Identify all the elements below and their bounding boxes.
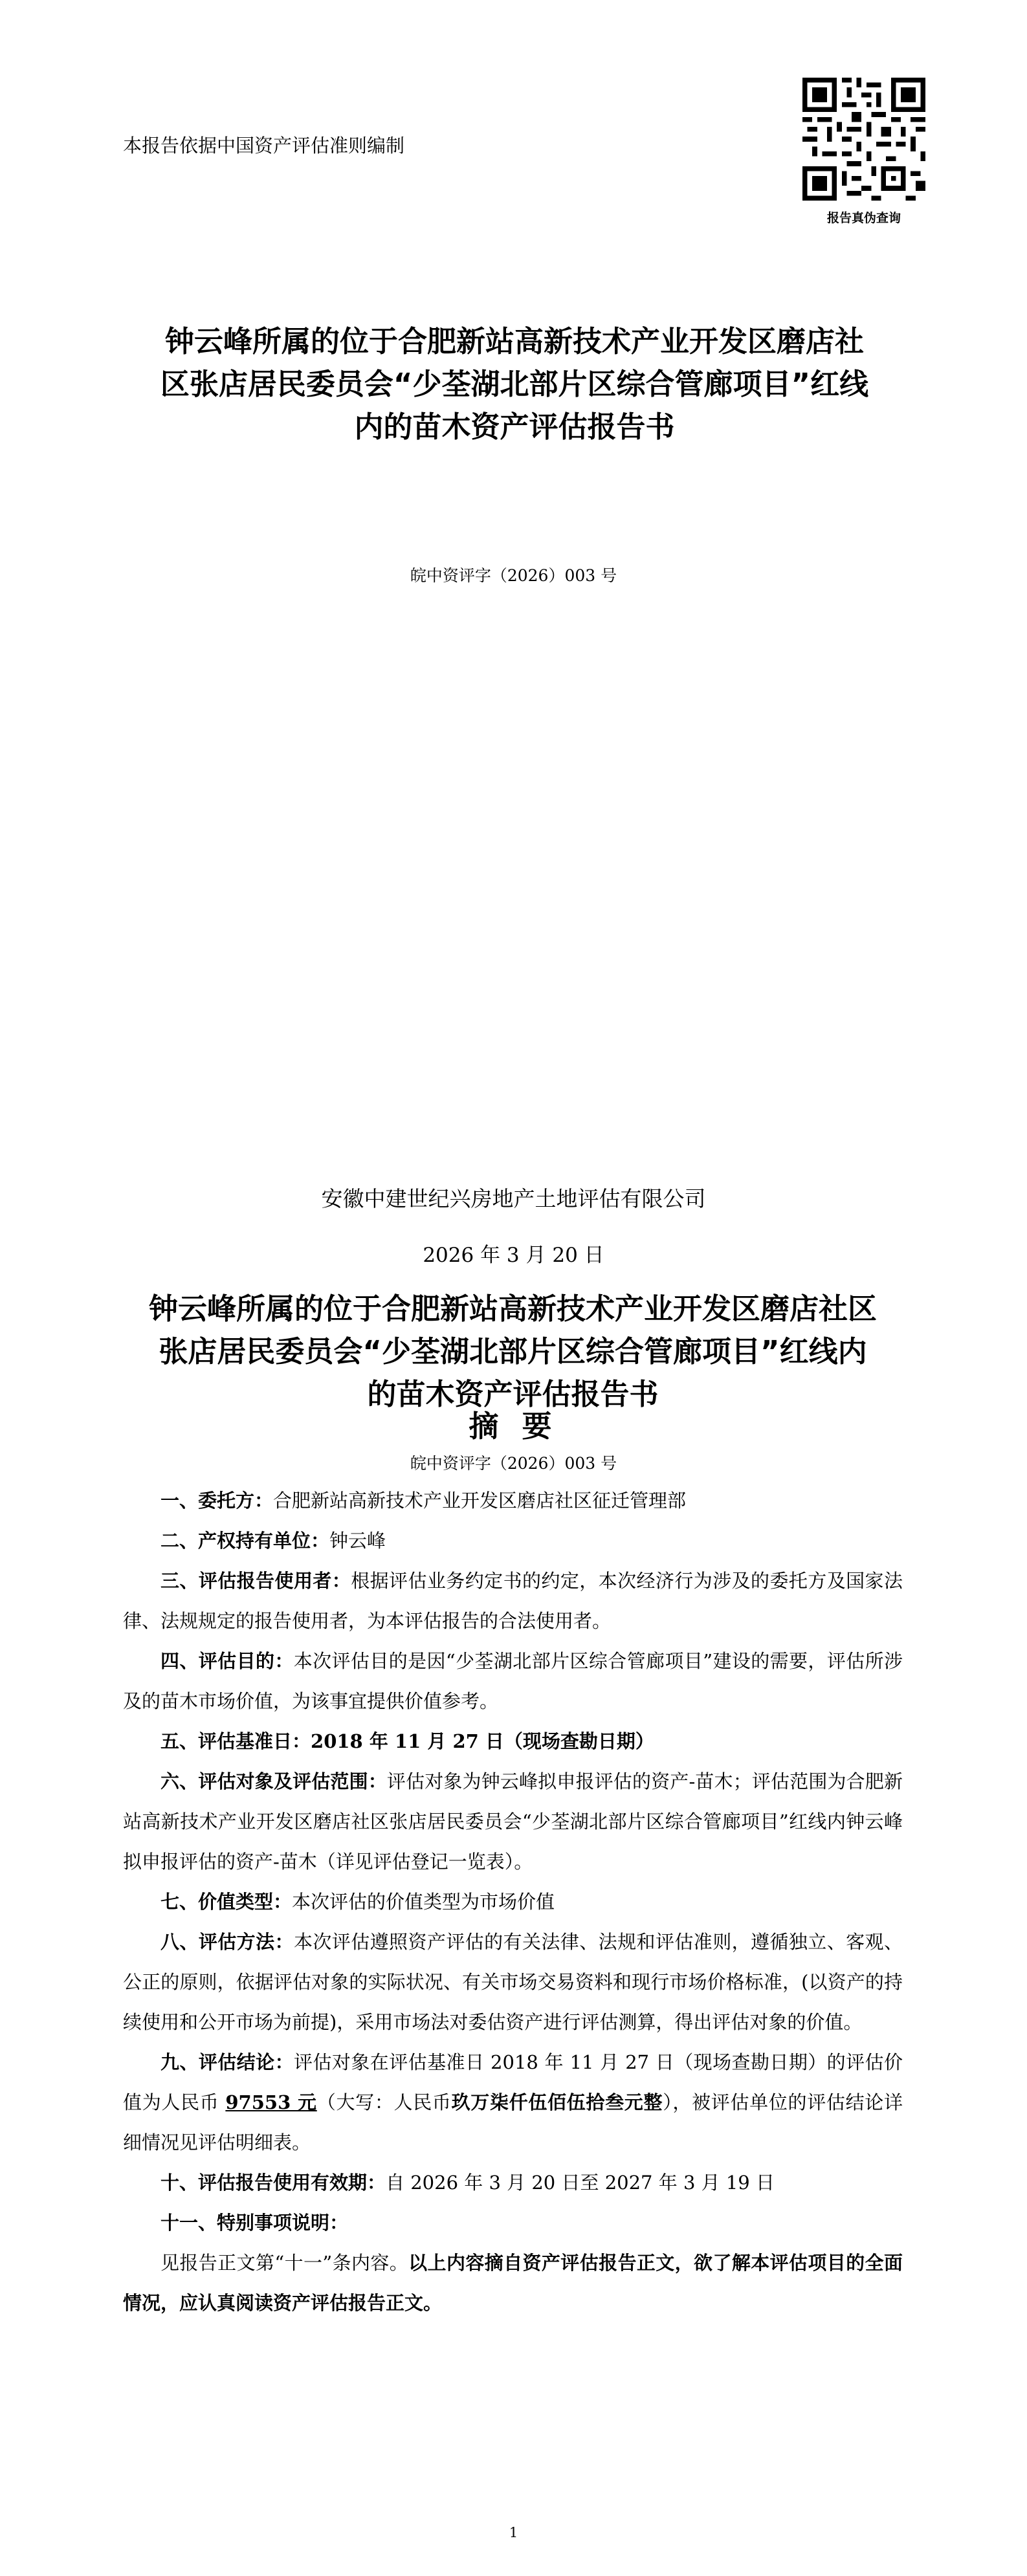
- qr-code-icon: [802, 78, 925, 201]
- summary-title: [116, 1288, 909, 1416]
- item-purpose: [123, 1641, 903, 1721]
- summary-title-line: 的苗木资产评估报告书: [367, 1377, 659, 1411]
- item-value: 本次评估的价值类型为市场价值: [292, 1891, 555, 1913]
- item-value-type: [123, 1882, 903, 1922]
- summary-title-line: 钟云峰所属的位于合肥新站高新技术产业开发区磨店社区: [148, 1292, 877, 1326]
- item-users: [123, 1561, 903, 1641]
- item-client: [123, 1481, 903, 1521]
- item-validity: [123, 2163, 903, 2203]
- item-label: 十一、特别事项说明：: [160, 2212, 349, 2234]
- item-value: 本次评估遵照资产评估的有关法律、法规和评估准则，遵循独立、客观、公正的原则，依据评估对象的实际状况、有关市场交易资料和现行市场价格标准，(以资产的持续使用和公开市场为前提)，采用市场法对委估资产进行评估测算，得出评估对象的价值。: [123, 1931, 903, 2033]
- page-number: 1: [509, 2525, 518, 2540]
- item-label: 一、委托方：: [160, 1490, 274, 1512]
- item-value: 钟云峰: [329, 1530, 386, 1552]
- item-label: 五、评估基准日：: [160, 1730, 311, 1752]
- item-label: 八、评估方法：: [160, 1931, 294, 1953]
- summary-document-number: 皖中资评字（2026）003 号: [410, 1454, 617, 1473]
- item-special: [123, 2203, 903, 2243]
- conclusion-upper-prefix: （大写：人民币: [316, 2091, 452, 2113]
- cover-title: [123, 320, 906, 448]
- item-special-text: [123, 2243, 903, 2323]
- item-label: 十、评估报告使用有效期：: [160, 2172, 386, 2194]
- item-value: 根据评估业务约定书的约定，本次经济行为涉及的委托方及国家法律、法规规定的报告使用者，为本评估报告的合法使用者。: [123, 1570, 903, 1632]
- item-label: 九、评估结论：: [160, 2051, 294, 2073]
- conclusion-text: 评估对象在评估基准日 2018 年 11 月 27 日（现场查勘日期）的评估价值为人民币: [123, 2051, 903, 2113]
- item-method: [123, 1922, 903, 2042]
- cover-title-line: 区张店居民委员会“少荃湖北部片区综合管廊项目”红线: [160, 367, 869, 401]
- summary-heading: 摘 要: [469, 1409, 558, 1444]
- special-text: 见报告正文第“十一”条内容。: [160, 2252, 409, 2274]
- item-value: 评估对象为钟云峰拟申报评估的资产-苗木；评估范围为合肥新站高新技术产业开发区磨店社区张店居民委员会“少荃湖北部片区综合管廊项目”红线内钟云峰拟申报评估的资产-苗木（详见评估登记一览表）。: [123, 1770, 903, 1873]
- item-owner: [123, 1521, 903, 1561]
- cover-title-line: 内的苗木资产评估报告书: [354, 410, 675, 444]
- special-text-bold: 以上内容摘自资产评估报告正文，欲了解本评估项目的全面情况，应认真阅读资产评估报告正文。: [123, 2252, 903, 2314]
- item-value: 自 2026 年 3 月 20 日至 2027 年 3 月 19 日: [386, 2172, 775, 2194]
- cover-document-number: 皖中资评字（2026）003 号: [410, 566, 617, 585]
- cover-title-line: 钟云峰所属的位于合肥新站高新技术产业开发区磨店社: [164, 324, 864, 358]
- item-conclusion: [123, 2042, 903, 2163]
- item-value: 本次评估目的是因“少荃湖北部片区综合管廊项目”建设的需要，评估所涉及的苗木市场价值，为该事宜提供价值参考。: [123, 1650, 903, 1712]
- item-value: 2018 年 11 月 27 日（现场查勘日期）: [311, 1730, 654, 1752]
- conclusion-amount-upper: 玖万柒仟伍佰伍拾叁元整: [451, 2091, 663, 2113]
- summary-title-line: 张店居民委员会“少荃湖北部片区综合管廊项目”红线内: [159, 1334, 867, 1369]
- cover-company-name: 安徽中建世纪兴房地产土地评估有限公司: [321, 1186, 706, 1211]
- item-label: 二、产权持有单位：: [160, 1530, 330, 1552]
- qr-caption: 报告真伪查询: [826, 211, 901, 225]
- qr-code-block: [802, 78, 925, 226]
- item-label: 三、评估报告使用者：: [160, 1570, 351, 1592]
- summary-page: [0, 1288, 1027, 2576]
- compiled-note: 本报告依据中国资产评估准则编制: [123, 135, 405, 157]
- conclusion-amount: 97553 元: [225, 2091, 317, 2113]
- item-label: 六、评估对象及评估范围：: [160, 1770, 387, 1792]
- item-label: 七、价值类型：: [160, 1891, 293, 1913]
- item-scope: [123, 1761, 903, 1882]
- cover-date: 2026 年 3 月 20 日: [423, 1244, 604, 1267]
- summary-body: [123, 1481, 903, 2323]
- item-value: 合肥新站高新技术产业开发区磨店社区征迁管理部: [273, 1490, 687, 1512]
- item-base-date: [123, 1721, 903, 1761]
- item-label: 四、评估目的：: [160, 1650, 294, 1672]
- conclusion-text-end: ），被评估单位的评估结论详细情况见评估明细表。: [123, 2091, 903, 2153]
